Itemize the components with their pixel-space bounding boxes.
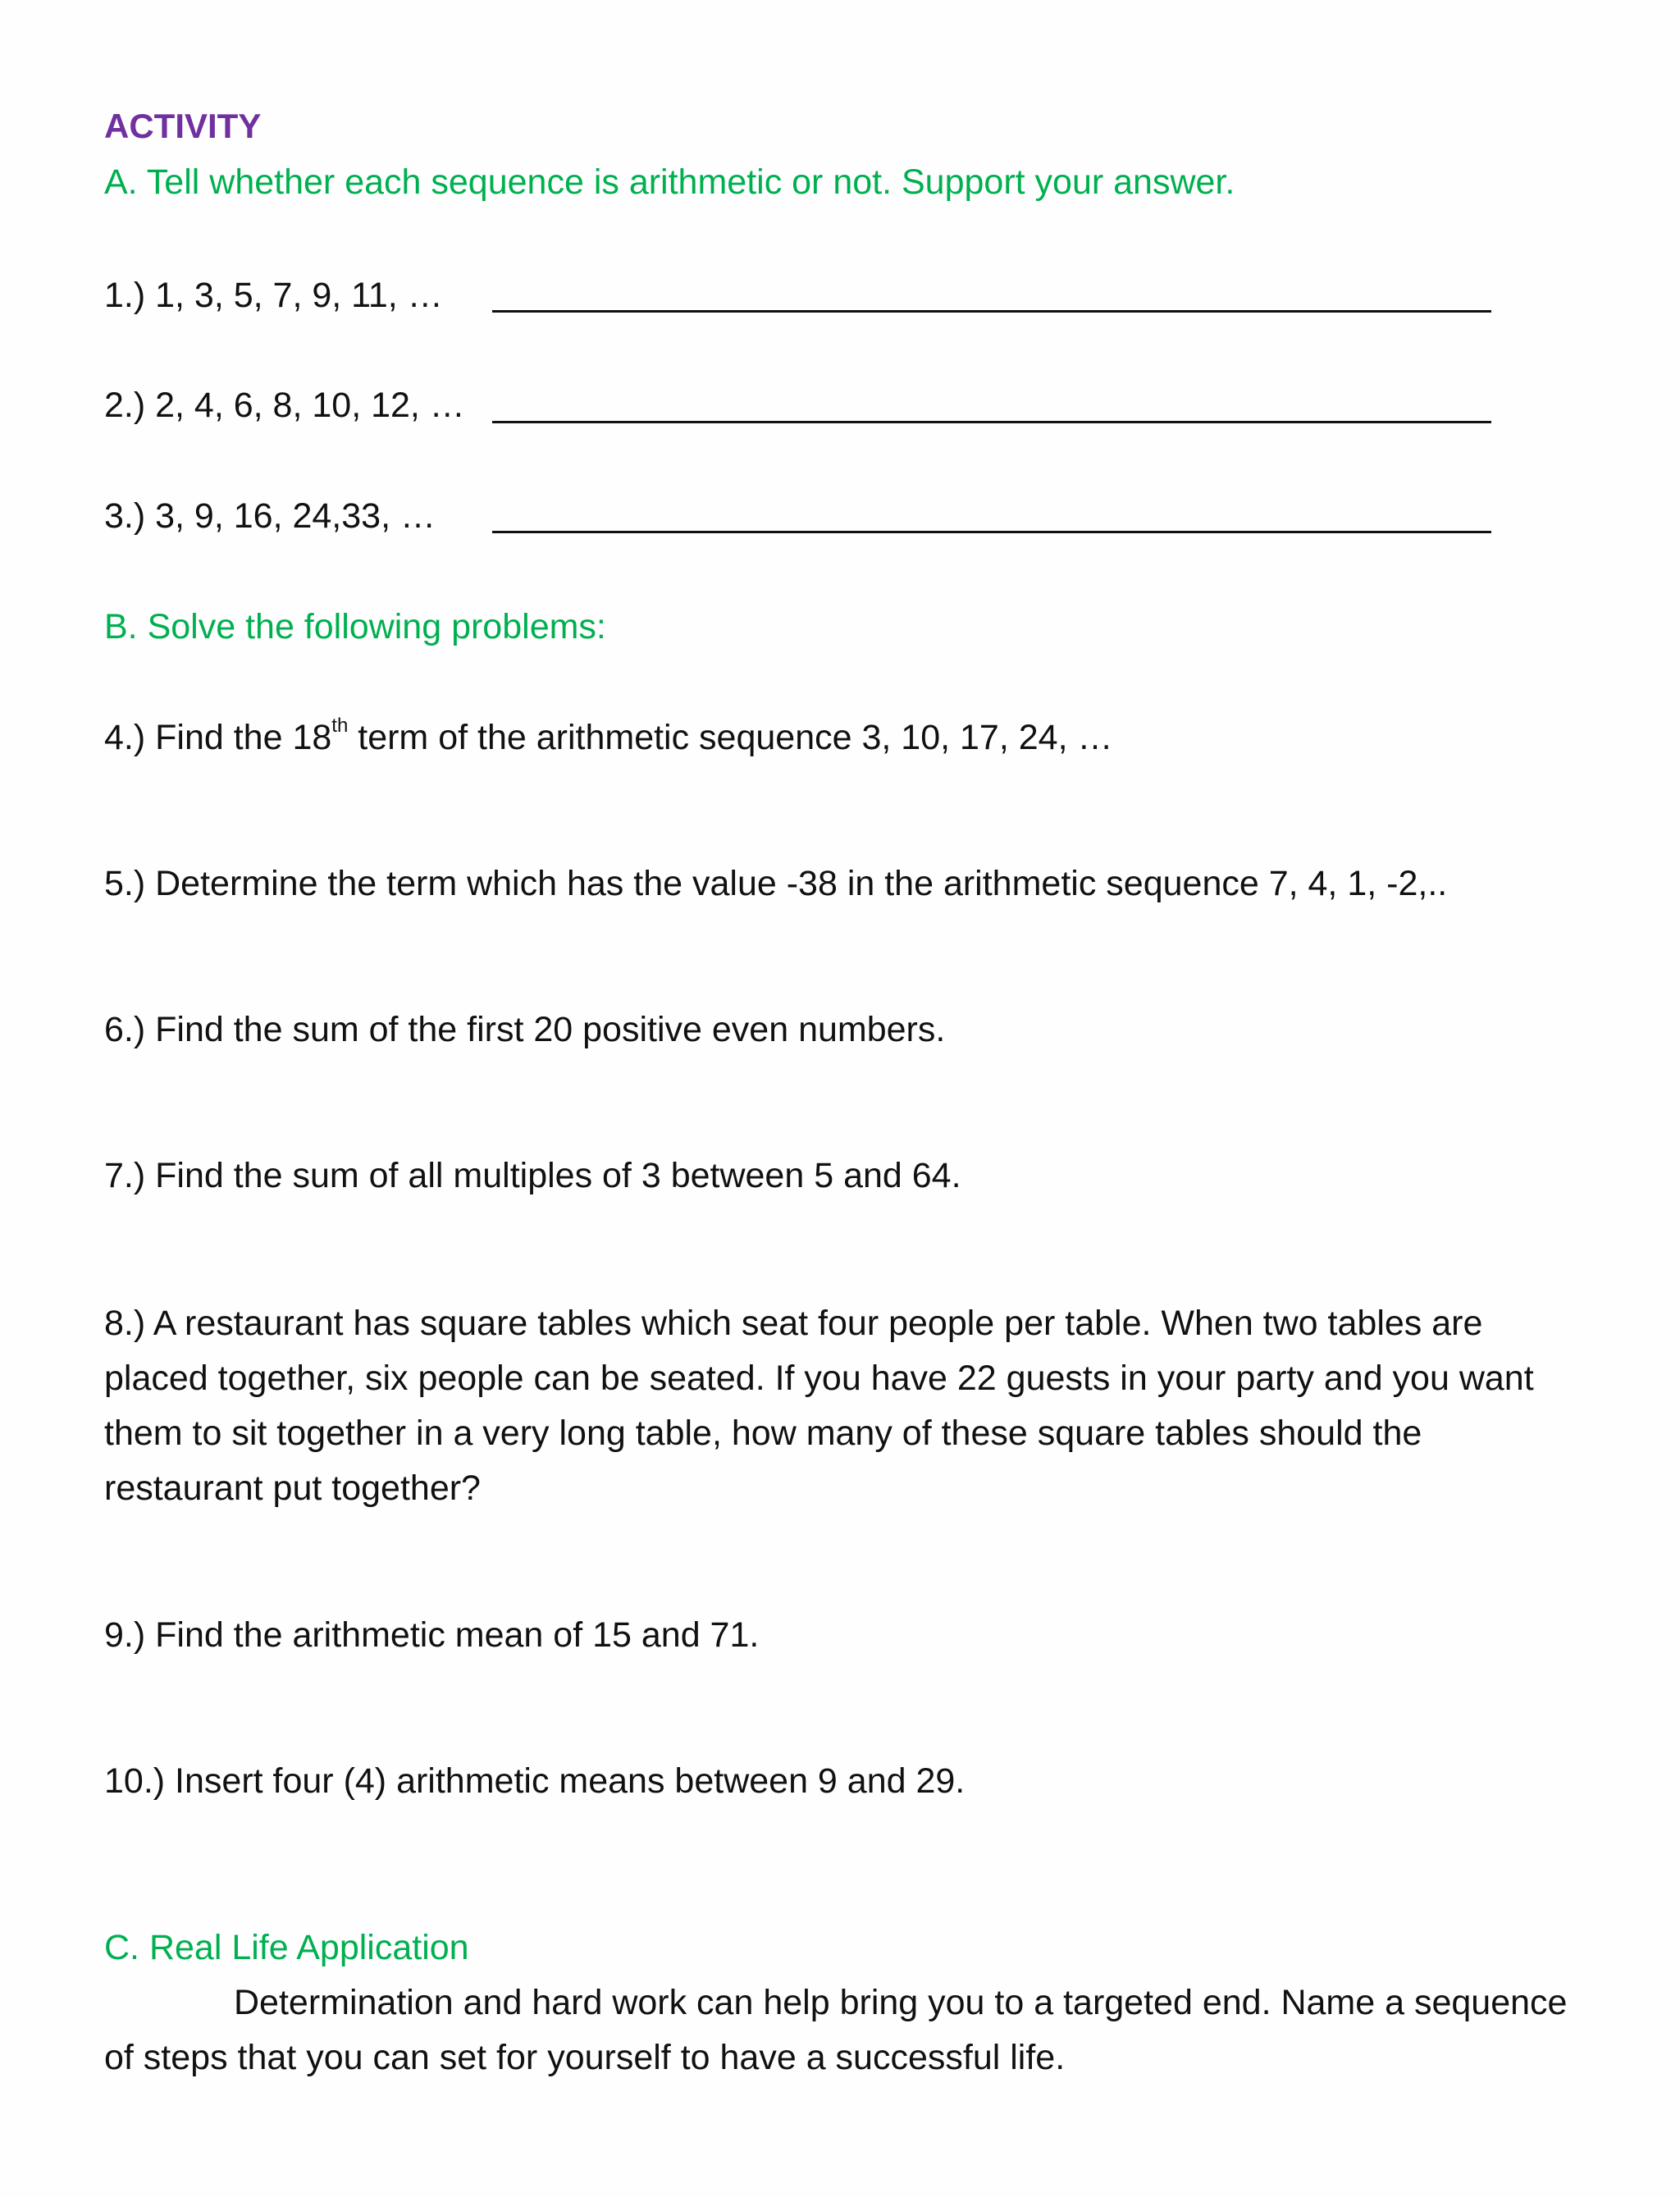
question-4-ordinal: th — [331, 715, 349, 737]
question-6: 6.) Find the sum of the first 20 positive even numbers. — [104, 1010, 946, 1049]
question-4 — [104, 715, 1113, 758]
activity-title: ACTIVITY — [104, 107, 262, 145]
question-9: 9.) Find the arithmetic mean of 15 and 71. — [104, 1615, 760, 1655]
question-2: 2.) 2, 4, 6, 8, 10, 12, … — [104, 386, 465, 425]
section-a-heading: A. Tell whether each sequence is arithmetic or not. Support your answer. — [104, 162, 1235, 202]
answer-line-3[interactable] — [492, 531, 1491, 533]
answer-line-2[interactable] — [492, 421, 1491, 423]
question-1: 1.) 1, 3, 5, 7, 9, 11, … — [104, 276, 443, 315]
section-c-paragraph — [104, 1975, 1581, 2085]
question-7: 7.) Find the sum of all multiples of 3 between 5 and 64. — [104, 1156, 961, 1195]
question-4-prefix: 4.) Find the 18 — [104, 718, 332, 757]
section-c-paragraph-text: Determination and hard work can help bring you to a targeted end. Name a sequence of steps that you can set for yourself to have a successful life. — [104, 1983, 1568, 2077]
question-10: 10.) Insert four (4) arithmetic means between 9 and 29. — [104, 1761, 966, 1801]
question-3: 3.) 3, 9, 16, 24,33, … — [104, 496, 436, 536]
section-b-heading: B. Solve the following problems: — [104, 607, 606, 646]
answer-line-1[interactable] — [492, 310, 1491, 313]
section-c-heading: C. Real Life Application — [104, 1928, 469, 1967]
question-8: 8.) A restaurant has square tables which seat four people per table. When two tables are placed together, six people can be seated. If you have 22 guests in your party and you want them to sit together in a very long table, how many of these square tables should the restaurant put together? — [104, 1304, 1534, 1508]
question-4-suffix: term of the arithmetic sequence 3, 10, 17, 24, … — [348, 718, 1113, 757]
question-5: 5.) Determine the term which has the value -38 in the arithmetic sequence 7, 4, 1, -2,.. — [104, 864, 1448, 903]
